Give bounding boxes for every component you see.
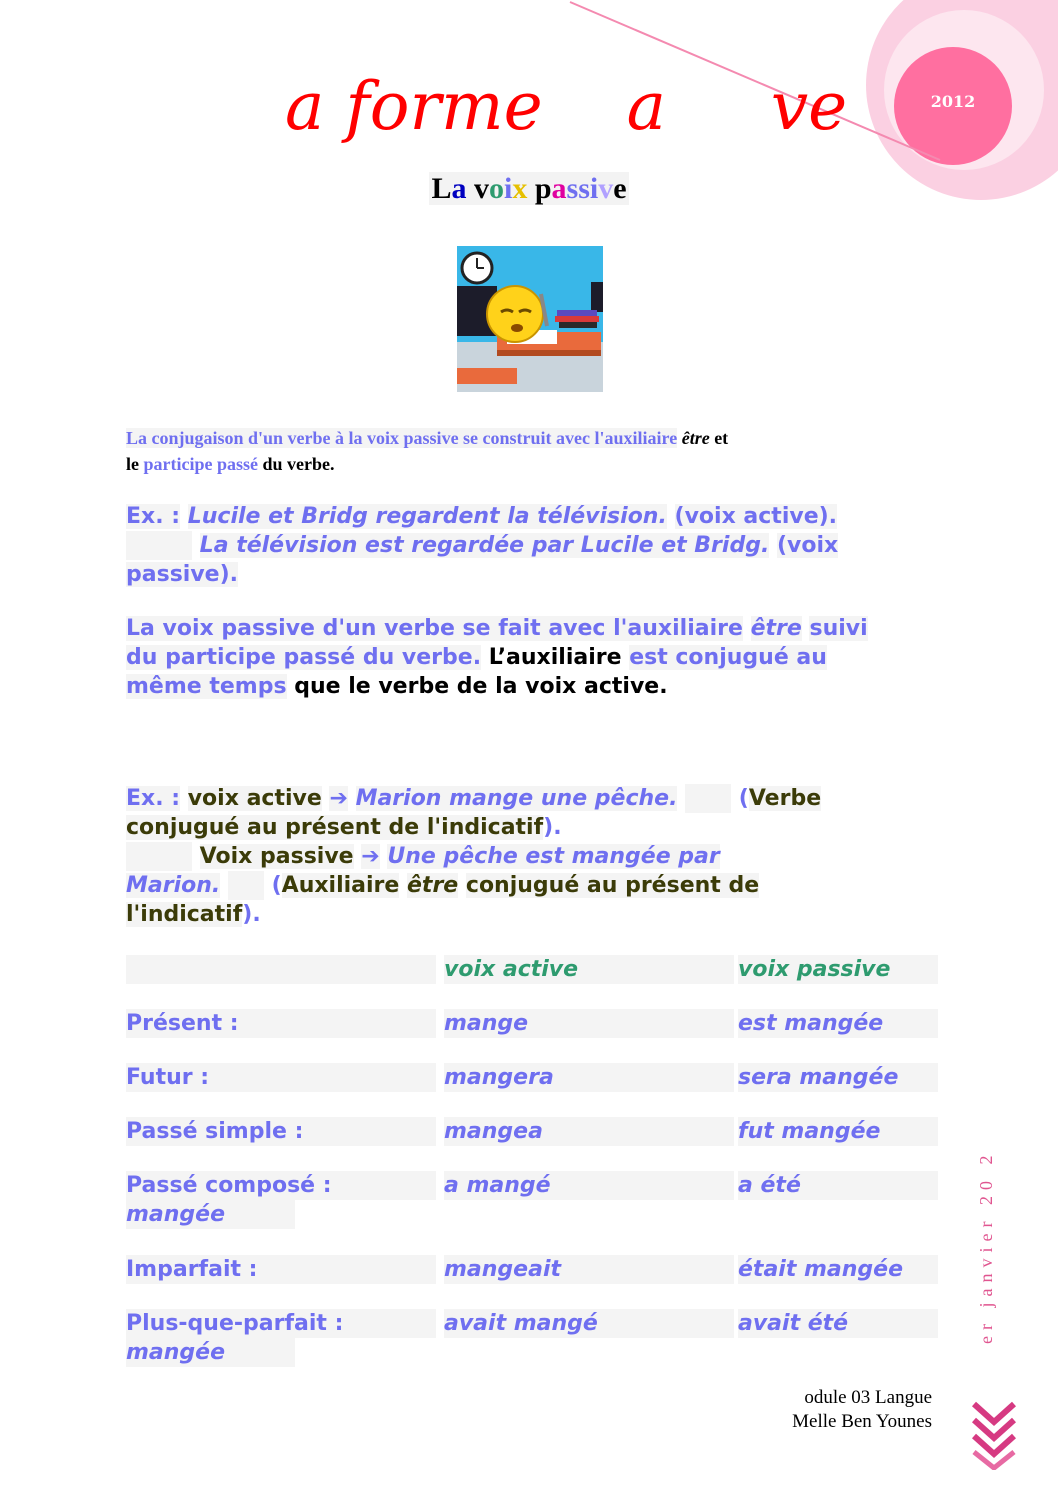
footer-module: odule 03 Langue (804, 1387, 932, 1408)
header-voix-passive: voix passive (738, 955, 938, 984)
vertical-date: er janvier 20 2 (976, 1150, 996, 1345)
subtitle-letter: e (613, 172, 627, 205)
rule-meme-temps: même temps (126, 674, 287, 699)
intro-participe: participe passé (143, 454, 258, 474)
intro-paragraph (126, 425, 886, 477)
rule-que-le-verbe: que le verbe de la voix active. (294, 674, 668, 699)
subtitle-letter: s (578, 172, 590, 205)
active-form: mangea (444, 1117, 734, 1146)
subtitle-letter: i (503, 172, 513, 205)
example-2 (126, 784, 936, 929)
tense-label: Plus-que-parfait : (126, 1309, 436, 1338)
page-title: a forme a ve (285, 68, 848, 145)
passive-form-continued: mangée (126, 1200, 295, 1229)
subtitle (0, 172, 1058, 206)
subtitle-letter: a (451, 172, 467, 205)
example2-label: Ex. : (126, 786, 181, 811)
subtitle-letter: v (598, 172, 614, 205)
rule-paragraph (126, 614, 936, 701)
active-form: mangera (444, 1063, 734, 1092)
example2-passive-note-cont: conjugué au présent de (465, 873, 760, 898)
subtitle-letter: i (589, 172, 599, 205)
arrow-right-icon: ➔ (361, 844, 380, 869)
passive-form: était mangée (738, 1255, 938, 1284)
example-passive-sentence: La télévision est regardée par Lucile et Bridg. (199, 533, 770, 558)
example2-passive-sentence-end: Marion. (126, 873, 221, 898)
passive-form: avait été (738, 1309, 938, 1338)
passive-form: sera mangée (738, 1063, 938, 1092)
example-label: Ex. : (126, 504, 181, 529)
active-form: mangeait (444, 1255, 734, 1284)
subtitle-letter: v (473, 172, 489, 205)
example2-passive-sentence: Une pêche est mangée par (387, 844, 720, 869)
passive-form-continued: mangée (126, 1338, 295, 1367)
paren-open: ( (271, 873, 282, 898)
example2-passive-note-end: l'indicatif (126, 902, 243, 927)
example2-passive-label: Voix passive (199, 844, 354, 869)
subtitle-letter: a (551, 172, 567, 205)
year-label: 2012 (930, 92, 976, 111)
example2-passive-note: Auxiliaire (281, 873, 400, 898)
intro-et: et (714, 428, 729, 448)
chevron-down-icon (970, 1400, 1020, 1470)
subtitle-letter: o (488, 172, 504, 205)
subtitle-letter: p (534, 172, 552, 205)
subtitle-letter: x (512, 172, 528, 205)
example-passive-note-end: passive). (126, 562, 238, 587)
footer-author: Melle Ben Younes (792, 1411, 932, 1432)
example2-active-label: voix active (187, 786, 322, 811)
passive-form: fut mangée (738, 1117, 938, 1146)
intro-du-verbe: du verbe. (262, 454, 335, 474)
example-active-sentence: Lucile et Bridg regardent la télévision. (187, 504, 667, 529)
tense-label: Futur : (126, 1063, 436, 1092)
tense-label: Imparfait : (126, 1255, 436, 1284)
rule-participe: du participe passé du verbe. (126, 645, 482, 670)
intro-text: La conjugaison d'un verbe à la voix passive se construit avec l'auxiliaire (126, 428, 678, 448)
active-form: a mangé (444, 1171, 734, 1200)
footer (700, 1386, 932, 1434)
intro-le: le (126, 454, 139, 474)
header-voix-active: voix active (444, 955, 734, 984)
example-passive-note: (voix (776, 533, 839, 558)
paren-close: ). (242, 902, 261, 927)
active-form: avait mangé (444, 1309, 734, 1338)
rule-etre: être (750, 616, 802, 641)
paren-open: ( (738, 786, 749, 811)
tense-label: Présent : (126, 1009, 436, 1038)
subtitle-letter (527, 172, 535, 205)
example2-active-note: Verbe (748, 786, 822, 811)
paren-close: ). (543, 815, 562, 840)
rule-text: La voix passive d'un verbe se fait avec l'auxiliaire (126, 616, 743, 641)
tense-label: Passé composé : (126, 1171, 436, 1200)
tense-label: Passé simple : (126, 1117, 436, 1146)
rule-auxiliaire: L’auxiliaire (488, 645, 622, 670)
rule-conjugue: est conjugué au (629, 645, 827, 670)
passive-form: est mangée (738, 1009, 938, 1038)
intro-etre: être (681, 428, 710, 448)
example-active-note: (voix active). (674, 504, 838, 529)
subtitle-letter: s (566, 172, 579, 205)
rule-suivi: suivi (809, 616, 868, 641)
subtitle-letter: L (431, 172, 452, 205)
example2-passive-note-etre: être (407, 873, 459, 898)
sleeping-student-at-desk-icon (457, 246, 603, 392)
passive-form: a été (738, 1171, 938, 1200)
example-1 (126, 502, 936, 589)
active-form: mange (444, 1009, 734, 1038)
conjugation-table-header (126, 955, 936, 985)
example2-active-note-cont: conjugué au présent de l'indicatif (126, 815, 544, 840)
example2-active-sentence: Marion mange une pêche. (355, 786, 678, 811)
arrow-right-icon: ➔ (329, 786, 348, 811)
subtitle-letter (466, 172, 474, 205)
